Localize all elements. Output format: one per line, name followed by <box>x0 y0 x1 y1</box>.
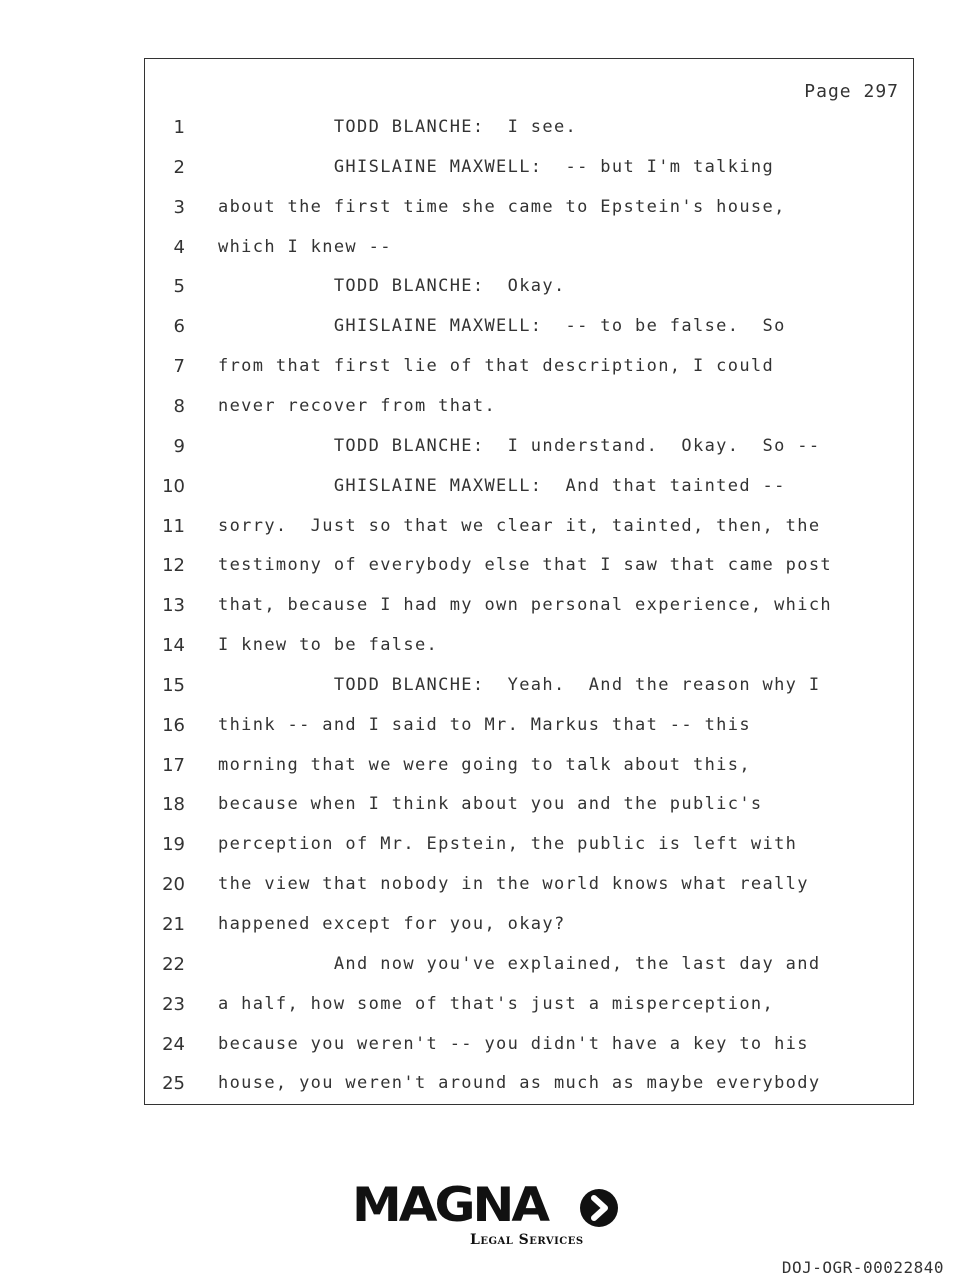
line-text: a half, how some of that's just a misperception, <box>218 993 775 1014</box>
line-text: perception of Mr. Epstein, the public is left with <box>218 834 798 855</box>
transcript-line <box>145 954 913 984</box>
transcript-line <box>145 316 913 346</box>
line-text: I knew to be false. <box>218 635 439 656</box>
line-number: 19 <box>162 834 185 856</box>
line-number: 25 <box>162 1073 185 1095</box>
line-number: 6 <box>173 316 185 338</box>
logo-subtitle: Legal Services <box>470 1232 584 1248</box>
transcript-line <box>145 476 913 506</box>
transcript-line <box>145 276 913 306</box>
line-number: 14 <box>162 635 185 657</box>
line-text: about the first time she came to Epstein's house, <box>218 196 786 217</box>
line-number: 11 <box>162 515 185 537</box>
transcript-line <box>145 237 913 267</box>
line-text: GHISLAINE MAXWELL: -- but I'm talking <box>218 156 775 177</box>
line-text: never recover from that. <box>218 395 497 416</box>
line-number: 8 <box>173 395 185 417</box>
line-number: 20 <box>162 874 185 896</box>
line-text: because when I think about you and the public's <box>218 794 763 815</box>
line-text: And now you've explained, the last day and <box>218 953 821 974</box>
line-text: morning that we were going to talk about this, <box>218 754 751 775</box>
transcript-line <box>145 755 913 785</box>
line-number: 24 <box>162 1033 185 1055</box>
transcript-line <box>145 436 913 466</box>
line-text: testimony of everybody else that I saw that came post <box>218 555 832 576</box>
line-text: house, you weren't around as much as maybe everybody <box>218 1073 821 1094</box>
transcript-line <box>145 874 913 904</box>
line-text: happened except for you, okay? <box>218 914 566 934</box>
page-number: Page 297 <box>804 81 899 102</box>
transcript-line <box>145 1073 913 1103</box>
line-text: the view that nobody in the world knows what really <box>218 874 809 895</box>
transcript-line <box>145 715 913 745</box>
transcript-page <box>144 58 914 1105</box>
transcript-line <box>145 197 913 227</box>
transcript-line <box>145 555 913 585</box>
line-number: 18 <box>162 794 185 816</box>
line-text: TODD BLANCHE: Yeah. And the reason why I <box>218 674 821 695</box>
line-text: that, because I had my own personal experience, which <box>218 595 832 616</box>
line-text: TODD BLANCHE: I understand. Okay. So -- <box>218 435 821 456</box>
line-number: 1 <box>173 117 185 138</box>
line-number: 15 <box>162 674 185 696</box>
line-text: TODD BLANCHE: I see. <box>218 117 578 137</box>
transcript-line <box>145 595 913 625</box>
transcript-line <box>145 914 913 944</box>
line-number: 16 <box>162 714 185 736</box>
line-number: 3 <box>173 196 185 218</box>
document-id: DOJ-OGR-00022840 <box>781 1258 944 1277</box>
arrow-circle-icon <box>578 1187 620 1229</box>
line-text: from that first lie of that description, I could <box>218 356 775 377</box>
transcript-line <box>145 396 913 426</box>
transcript-line <box>145 1034 913 1064</box>
transcript-line <box>145 117 913 147</box>
line-text: which I knew -- <box>218 236 392 257</box>
line-number: 9 <box>173 435 185 457</box>
line-number: 7 <box>173 356 185 378</box>
line-text: TODD BLANCHE: Okay. <box>218 276 566 297</box>
magna-logo <box>352 1177 622 1250</box>
transcript-line <box>145 356 913 386</box>
line-text: GHISLAINE MAXWELL: And that tainted -- <box>218 475 786 496</box>
line-number: 23 <box>162 993 185 1015</box>
transcript-line <box>145 516 913 546</box>
transcript-line <box>145 994 913 1024</box>
line-number: 4 <box>173 236 185 258</box>
line-number: 5 <box>173 276 185 298</box>
logo-wordmark: MAGNA <box>352 1177 548 1233</box>
line-number: 17 <box>162 754 185 776</box>
line-number: 21 <box>162 914 185 935</box>
transcript-line <box>145 635 913 665</box>
transcript-line <box>145 834 913 864</box>
line-text: sorry. Just so that we clear it, tainted, then, the <box>218 515 821 536</box>
transcript-line <box>145 794 913 824</box>
line-number: 2 <box>173 156 185 178</box>
transcript-line <box>145 157 913 187</box>
line-text: GHISLAINE MAXWELL: -- to be false. So <box>218 316 786 337</box>
transcript-line <box>145 675 913 705</box>
line-text: because you weren't -- you didn't have a key to his <box>218 1033 809 1054</box>
line-text: think -- and I said to Mr. Markus that -- this <box>218 714 751 735</box>
line-number: 13 <box>162 595 185 617</box>
line-number: 22 <box>162 953 185 975</box>
line-number: 10 <box>162 475 185 497</box>
line-number: 12 <box>162 555 185 577</box>
